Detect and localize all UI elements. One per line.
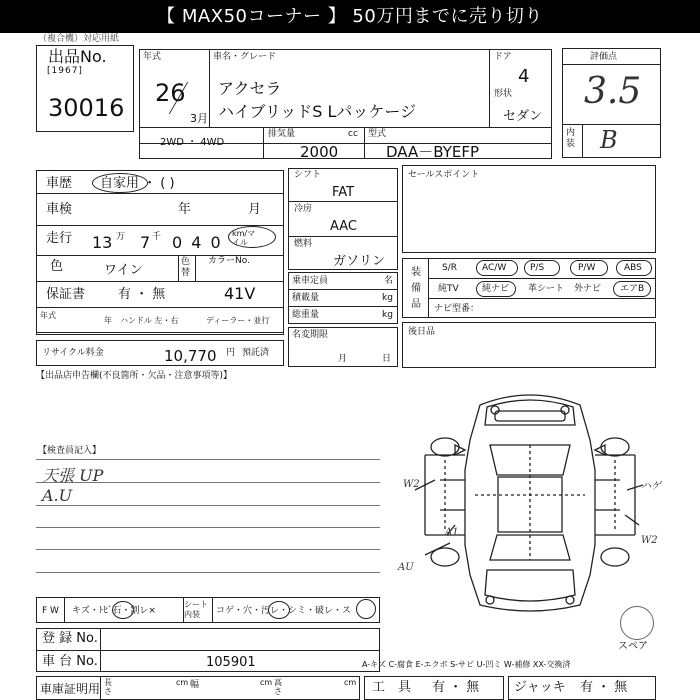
- seat-codes: コゲ・穴・汚レ・シミ・破レ・ス: [216, 606, 352, 616]
- recycle-status: 預託済: [242, 348, 270, 358]
- recycle-amount: 10,770: [164, 347, 217, 365]
- fuel-value: ガソリン: [333, 254, 386, 269]
- chassis-label: 車 台 No.: [42, 654, 98, 669]
- seat-label: シート内装: [184, 600, 208, 619]
- gross-label: 総重量: [292, 310, 320, 320]
- equip-navi: 純ナビ: [482, 284, 510, 294]
- equip-acw: AC/W: [482, 263, 507, 273]
- displacement: 2000: [300, 143, 339, 161]
- recycle-label: リサイクル料金: [42, 348, 104, 358]
- inspector-note-1: 天張 UP: [42, 466, 104, 485]
- shift-label: シフト: [294, 170, 322, 180]
- car-damage-diagram: [395, 385, 665, 615]
- mileage-rest: 0 4 0: [172, 233, 223, 252]
- inspection-year: 年: [178, 202, 192, 217]
- ac-label: 冷房: [294, 204, 313, 214]
- equip-ext-navi: 外ナビ: [574, 284, 602, 294]
- name-label: 車名・グレード: [213, 52, 277, 62]
- load-label: 積載量: [292, 293, 320, 303]
- equipment-label: 装備品: [411, 267, 421, 310]
- door-label: ドア: [494, 52, 512, 62]
- yogore-circle: [268, 601, 290, 619]
- drive-type: 2WD ・ 4WD: [160, 137, 225, 148]
- model-type: DAA－BYEFP: [386, 143, 480, 161]
- equip-leather: 革シート: [528, 284, 565, 294]
- capacity-label: 乗車定員: [292, 276, 329, 286]
- warranty-label: 保証書: [46, 287, 86, 302]
- mileage-sen: 7: [140, 233, 151, 252]
- tobi-circle: [112, 601, 134, 619]
- body-label: 形状: [494, 89, 513, 99]
- interior-label: 内装: [566, 128, 576, 149]
- name-change-label: 名変期限: [292, 330, 329, 340]
- inspection-month: 月: [248, 202, 262, 217]
- history-box: [36, 170, 284, 335]
- displacement-label: 排気量: [268, 129, 296, 139]
- equip-pw: P/W: [578, 263, 596, 273]
- mileage-man-unit: 万: [116, 232, 126, 242]
- width-unit: cm: [260, 678, 273, 687]
- spare-label: スペア: [618, 641, 648, 652]
- door-count: 4: [518, 66, 530, 87]
- mark-au: AU: [398, 562, 414, 573]
- color-value: ワイン: [104, 263, 143, 278]
- color-label: 色: [50, 259, 64, 274]
- ac-value: AAC: [330, 219, 357, 234]
- mileage-unit-circle: [228, 226, 276, 248]
- lot-code: [1967]: [47, 66, 83, 76]
- tools-label: 工 具: [372, 680, 412, 695]
- equip-navi-circle: [476, 281, 516, 297]
- equip-pw-circle: [570, 260, 608, 276]
- equip-airbag: エアB: [620, 284, 645, 294]
- chassis-number: 105901: [206, 655, 256, 670]
- inspector-note-2: A.U: [42, 486, 73, 505]
- equip-ps-circle: [524, 260, 560, 276]
- year-label: 年式: [143, 52, 162, 62]
- body-type: セダン: [503, 109, 543, 124]
- load-unit: kg: [382, 293, 393, 303]
- model-year-label: 年式: [40, 311, 56, 320]
- name-change-day: 日: [382, 354, 392, 364]
- navi-model-label: ナビ型番：: [434, 304, 480, 314]
- seller-declaration-label: 【出品店申告欄(不良箇所・欠品・注意事項等)】: [36, 371, 233, 381]
- equip-abs-circle: [616, 260, 652, 276]
- garage-cert-label: 車庫証明用: [40, 682, 101, 696]
- dealer-type: ディーラー・並行: [206, 316, 270, 325]
- color-change-label: 色替: [181, 257, 191, 278]
- equip-ps: P/S: [530, 263, 545, 273]
- mark-w2-left: W2: [403, 479, 420, 490]
- equip-tv: 純TV: [438, 284, 459, 294]
- registration-label: 登 録 No.: [42, 631, 98, 646]
- warranty-value: 有 ・ 無: [118, 287, 166, 302]
- color-number: 41V: [224, 284, 256, 303]
- height-unit: cm: [344, 678, 357, 687]
- equip-sr: S/R: [442, 263, 457, 273]
- inspection-label: 車検: [46, 202, 73, 217]
- su-circle: [356, 599, 376, 619]
- banner-title: 【 MAX50コーナー 】 50万円までに売り切り: [0, 0, 700, 33]
- usage-value: 自家用 ・ ( ): [100, 176, 175, 191]
- sales-point-label: セールスポイント: [408, 170, 480, 180]
- mark-a1: A1: [445, 527, 459, 538]
- tools-value: 有 ・ 無: [432, 680, 480, 695]
- capacity-unit: 名: [384, 276, 394, 286]
- gross-unit: kg: [382, 310, 393, 320]
- displacement-unit: cc: [348, 129, 358, 139]
- model-year: 26: [155, 79, 186, 107]
- equip-airbag-circle: [613, 281, 651, 297]
- usage-circle: [92, 173, 148, 193]
- spare-tire-icon: [620, 606, 654, 640]
- exterior-codes: キズ・ﾄﾋﾞ石・割レ×: [72, 606, 156, 616]
- jack-label: ジャッキ: [514, 680, 566, 695]
- score-label: 評価点: [590, 52, 618, 62]
- type-label: 型式: [368, 129, 387, 139]
- car-name: アクセラ: [218, 79, 282, 98]
- notes-box: [402, 322, 656, 368]
- model-year-unit: 年: [104, 316, 112, 325]
- recycle-unit: 円: [226, 348, 236, 358]
- legend-codes: A-キズ C-腐食 E-エクボ S-サビ U-凹ミ W-補修 XX-交換済: [362, 660, 571, 669]
- length-label: 長さ: [104, 678, 112, 696]
- equip-abs: ABS: [624, 263, 642, 273]
- lot-label: 出品No.: [48, 47, 107, 66]
- interior-score: B: [600, 126, 618, 154]
- fuel-label: 燃料: [294, 239, 313, 249]
- inspector-label: 【検査員記入】: [38, 446, 102, 456]
- mark-w2-right: W2: [641, 535, 658, 546]
- height-label: 高さ: [274, 678, 282, 696]
- paper-type-note: （複合機）対応用紙: [38, 34, 120, 44]
- usage-label: 車歴: [46, 176, 73, 191]
- model-month: 3月: [190, 112, 208, 125]
- handle-side: ハンドル 左・右: [120, 316, 179, 325]
- mileage-sen-unit: 千: [152, 232, 162, 242]
- width-label: 幅: [190, 680, 200, 690]
- fw-label: F W: [42, 606, 59, 616]
- mileage-label: 走行: [46, 231, 73, 246]
- mileage-unit: km/マイル: [232, 229, 256, 247]
- equip-acw-circle: [476, 260, 518, 276]
- mark-hagu: ハゲ: [641, 481, 661, 492]
- mileage-man: 13: [92, 233, 113, 252]
- shift-value: FAT: [332, 185, 355, 200]
- color-no-label: カラーNo.: [208, 256, 250, 266]
- name-change-month: 月: [338, 354, 348, 364]
- lot-number: 30016: [48, 94, 125, 122]
- notes-label: 後日品: [408, 327, 436, 337]
- length-unit: cm: [176, 678, 189, 687]
- car-grade: ハイブリッドS Lパッケージ: [218, 102, 417, 121]
- score-value: 3.5: [584, 71, 642, 112]
- jack-value: 有 ・ 無: [580, 680, 628, 695]
